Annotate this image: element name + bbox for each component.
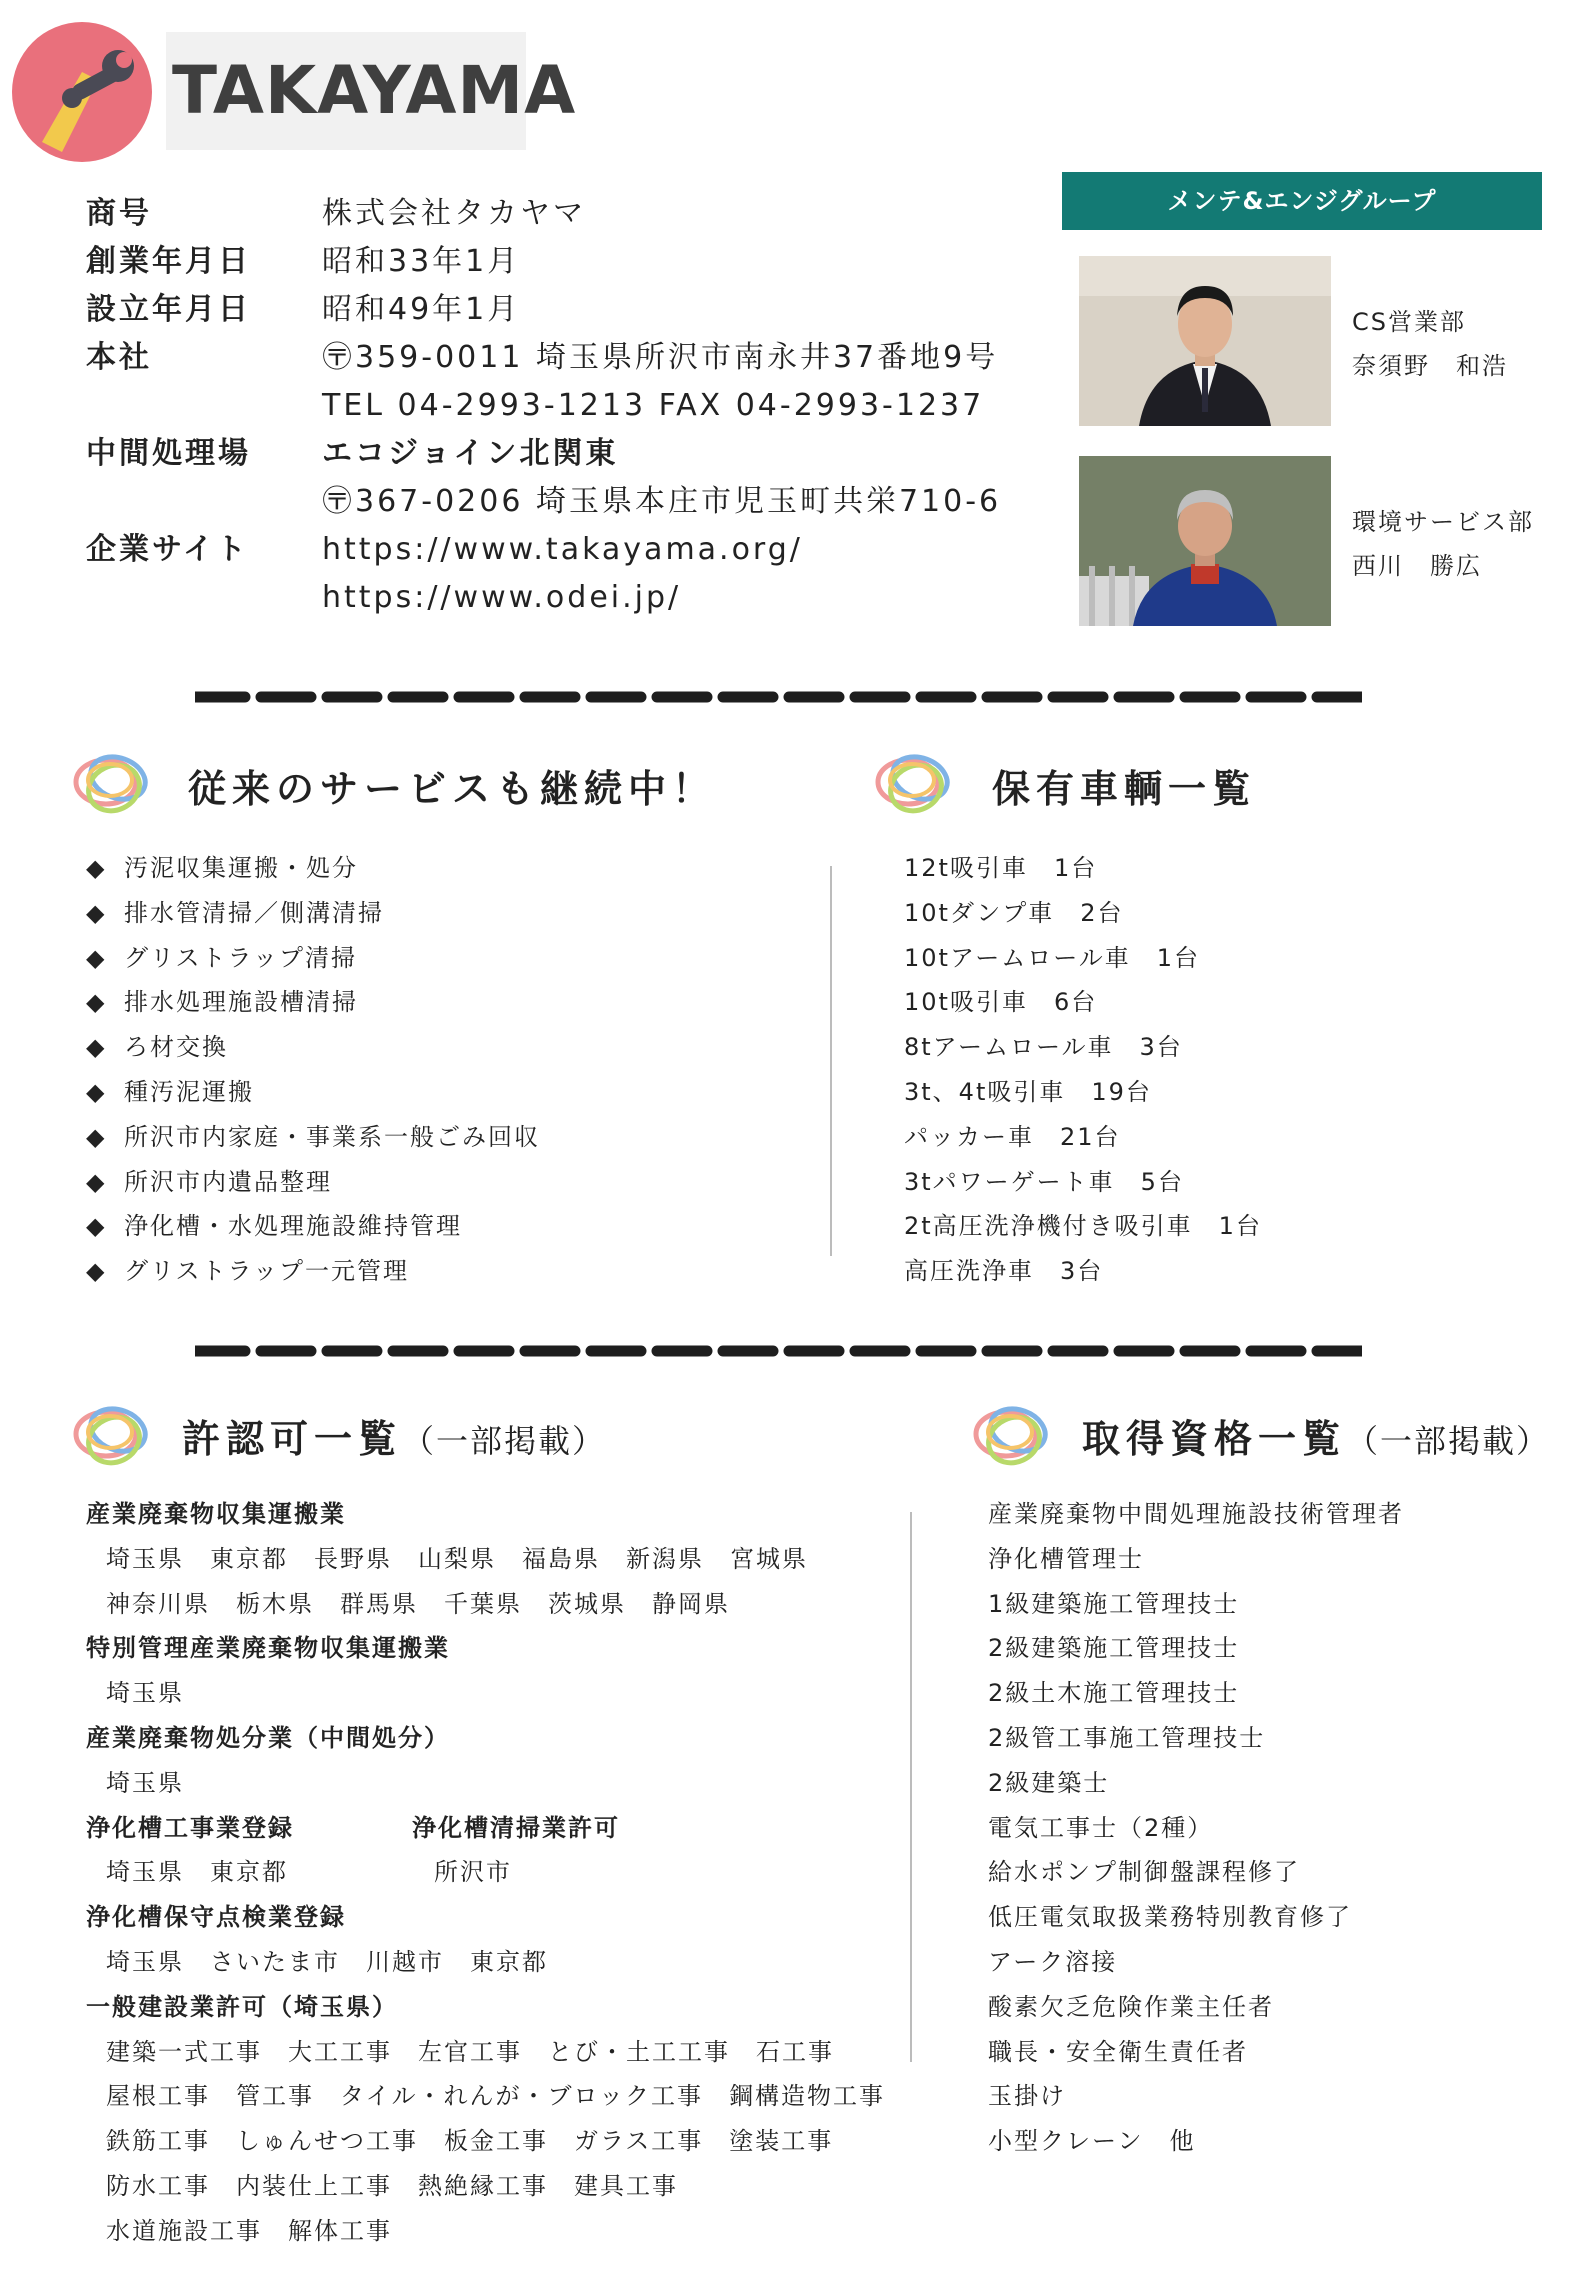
list-item: 低圧電気取扱業務特別教育修了	[988, 1903, 1352, 1932]
info-row-processing-address	[86, 478, 1046, 526]
info-value: 〶359-0011 埼玉県所沢市南永井37番地9号	[322, 340, 999, 375]
info-row-website	[86, 526, 1046, 574]
permit-category: 産業廃棄物処分業（中間処分）	[86, 1723, 450, 1752]
permits-heading-title: 許認可一覧	[182, 1417, 403, 1461]
qualifications-heading	[1082, 1408, 1550, 1463]
info-row-founded	[86, 238, 1046, 286]
list-item: 産業廃棄物中間処理施設技術管理者	[988, 1500, 1404, 1528]
list-item: 8tアームロール車 3台	[904, 1033, 1183, 1062]
staff-card	[1352, 300, 1508, 388]
list-item: 1級建築施工管理技士	[988, 1589, 1240, 1618]
website-link[interactable]: https://www.takayama.org/	[322, 532, 803, 567]
info-value: TEL 04-2993-1213 FAX 04-2993-1237	[322, 388, 985, 423]
list-item: 小型クレーン 他	[988, 2127, 1196, 2156]
logo-mark	[12, 22, 152, 162]
permit-category: 一般建設業許可（埼玉県）	[86, 1992, 398, 2021]
permit-category-left: 浄化槽工事業登録	[86, 1813, 294, 1842]
permit-detail	[86, 1850, 885, 1895]
staff-photo	[1079, 256, 1331, 426]
list-item: パッカー車 21台	[904, 1122, 1121, 1151]
list-item: 10tダンプ車 2台	[904, 898, 1124, 927]
info-row-processing-site	[86, 430, 1046, 478]
list-item: 10tアームロール車 1台	[904, 943, 1201, 972]
website-link[interactable]: https://www.odei.jp/	[322, 580, 682, 615]
permit-category	[86, 1806, 885, 1851]
qualifications-heading-note: （一部掲載）	[1346, 1422, 1551, 1460]
info-label: 設立年月日	[86, 292, 251, 327]
list-item: 玉掛け	[988, 2082, 1066, 2111]
list-item: 3t、4t吸引車 19台	[904, 1077, 1152, 1106]
permit-detail: 鉄筋工事 しゅんせつ工事 板金工事 ガラス工事 塗装工事	[106, 2127, 834, 2156]
diamond-bullet-icon: ◆	[86, 1257, 107, 1286]
permit-detail: 埼玉県 さいたま市 川越市 東京都	[106, 1947, 548, 1976]
list-item: 酸素欠乏危険作業主任者	[988, 1992, 1274, 2021]
list-item: 電気工事士（2種）	[988, 1813, 1214, 1842]
knot-icon	[970, 1396, 1056, 1472]
diamond-bullet-icon: ◆	[86, 988, 107, 1017]
group-title-bar: メンテ&エンジグループ	[1062, 172, 1542, 230]
permit-detail: 埼玉県 東京都 長野県 山梨県 福島県 新潟県 宮城県	[106, 1544, 808, 1573]
info-row-website-2	[86, 574, 1046, 622]
permit-detail: 埼玉県	[106, 1679, 184, 1708]
permit-detail: 防水工事 内装仕上工事 熱絶縁工事 建具工事	[106, 2171, 678, 2200]
permits-list	[86, 1492, 885, 2254]
permits-heading-note: （一部掲載）	[402, 1422, 607, 1460]
diamond-bullet-icon: ◆	[86, 1033, 107, 1062]
info-label: 本社	[86, 340, 152, 375]
list-item: 2級建築施工管理技士	[988, 1634, 1240, 1663]
info-row-established	[86, 286, 1046, 334]
wrench-icon	[12, 22, 152, 162]
info-label: 企業サイト	[86, 532, 249, 567]
list-item: 2級土木施工管理技士	[988, 1679, 1240, 1708]
info-label: 創業年月日	[86, 244, 251, 279]
list-item: ◆ 汚泥収集運搬・処分	[86, 846, 540, 891]
vehicles-list	[904, 846, 1262, 1294]
diamond-bullet-icon: ◆	[86, 1077, 107, 1106]
list-item: ◆ グリストラップ一元管理	[86, 1249, 540, 1294]
list-item: 2級管工事施工管理技士	[988, 1723, 1266, 1752]
list-item: ◆ 浄化槽・水処理施設維持管理	[86, 1204, 540, 1249]
list-item: 12t吸引車 1台	[904, 854, 1098, 882]
permit-category: 特別管理産業廃棄物収集運搬業	[86, 1634, 450, 1663]
diamond-bullet-icon: ◆	[86, 943, 107, 972]
diamond-bullet-icon: ◆	[86, 898, 107, 927]
staff-name: 西川 勝広	[1352, 552, 1482, 580]
info-row-head-office	[86, 334, 1046, 382]
list-item: ◆ ろ材交換	[86, 1025, 540, 1070]
list-item: 2級建築士	[988, 1768, 1110, 1797]
info-row-phone	[86, 382, 1046, 430]
info-value: エコジョイン北関東	[322, 436, 619, 471]
company-logo-text: TAKAYAMA	[172, 52, 577, 129]
list-item: 2t高圧洗浄機付き吸引車 1台	[904, 1212, 1262, 1241]
permit-detail: 水道施設工事 解体工事	[106, 2216, 392, 2245]
permit-detail-right: 所沢市	[434, 1858, 512, 1887]
info-row-trade-name	[86, 190, 1046, 238]
knot-icon	[70, 744, 156, 820]
info-value: 昭和33年1月	[322, 244, 521, 279]
diamond-bullet-icon: ◆	[86, 854, 107, 882]
column-divider	[830, 866, 832, 1256]
info-value: 昭和49年1月	[322, 292, 521, 327]
info-label: 商号	[86, 196, 152, 231]
permit-detail: 埼玉県	[106, 1768, 184, 1797]
list-item: ◆ 所沢市内家庭・事業系一般ごみ回収	[86, 1115, 540, 1160]
knot-icon	[70, 1396, 156, 1472]
vehicles-heading: 保有車輌一覧	[992, 767, 1257, 811]
permit-detail: 建築一式工事 大工工事 左官工事 とび・土工工事 石工事	[106, 2037, 834, 2066]
info-label: 中間処理場	[86, 436, 251, 471]
diamond-bullet-icon: ◆	[86, 1167, 107, 1196]
staff-photo	[1079, 456, 1331, 626]
column-divider	[910, 1512, 912, 2062]
list-item: 職長・安全衛生責任者	[988, 2037, 1248, 2066]
permit-detail: 屋根工事 管工事 タイル・れんが・ブロック工事 鋼構造物工事	[106, 2082, 886, 2111]
dashed-divider	[195, 690, 1362, 704]
qualifications-list	[988, 1492, 1404, 2164]
list-item: アーク溶接	[988, 1947, 1118, 1976]
list-item: ◆ グリストラップ清掃	[86, 936, 540, 981]
staff-name: 奈須野 和浩	[1352, 352, 1508, 380]
staff-card	[1352, 500, 1534, 588]
list-item: ◆ 排水処理施設槽清掃	[86, 980, 540, 1025]
services-list	[86, 846, 540, 1294]
staff-dept: CS営業部	[1352, 308, 1466, 336]
qualifications-heading-title: 取得資格一覧	[1082, 1417, 1347, 1461]
info-value: 株式会社タカヤマ	[322, 196, 586, 231]
list-item: ◆ 種汚泥運搬	[86, 1070, 540, 1115]
list-item: 3tパワーゲート車 5台	[904, 1167, 1184, 1196]
info-value: 〶367-0206 埼玉県本庄市児玉町共栄710-6	[322, 484, 1002, 519]
staff-dept: 環境サービス部	[1352, 508, 1534, 536]
permit-category: 産業廃棄物収集運搬業	[86, 1500, 346, 1528]
list-item: ◆ 所沢市内遺品整理	[86, 1160, 540, 1205]
diamond-bullet-icon: ◆	[86, 1212, 107, 1241]
permit-category: 浄化槽保守点検業登録	[86, 1903, 346, 1932]
services-heading: 従来のサービスも継続中！	[188, 767, 717, 811]
permit-category-right: 浄化槽清掃業許可	[412, 1813, 620, 1842]
list-item: 給水ポンプ制御盤課程修了	[988, 1858, 1300, 1887]
permit-detail-left: 埼玉県 東京都	[106, 1858, 288, 1887]
permit-detail: 神奈川県 栃木県 群馬県 千葉県 茨城県 静岡県	[106, 1589, 730, 1618]
list-item: ◆ 排水管清掃／側溝清掃	[86, 891, 540, 936]
list-item: 浄化槽管理士	[988, 1544, 1144, 1573]
diamond-bullet-icon: ◆	[86, 1122, 107, 1151]
list-item: 10t吸引車 6台	[904, 988, 1098, 1017]
dashed-divider	[195, 1344, 1362, 1358]
knot-icon	[872, 744, 958, 820]
list-item: 高圧洗浄車 3台	[904, 1257, 1104, 1286]
permits-heading	[182, 1408, 606, 1463]
